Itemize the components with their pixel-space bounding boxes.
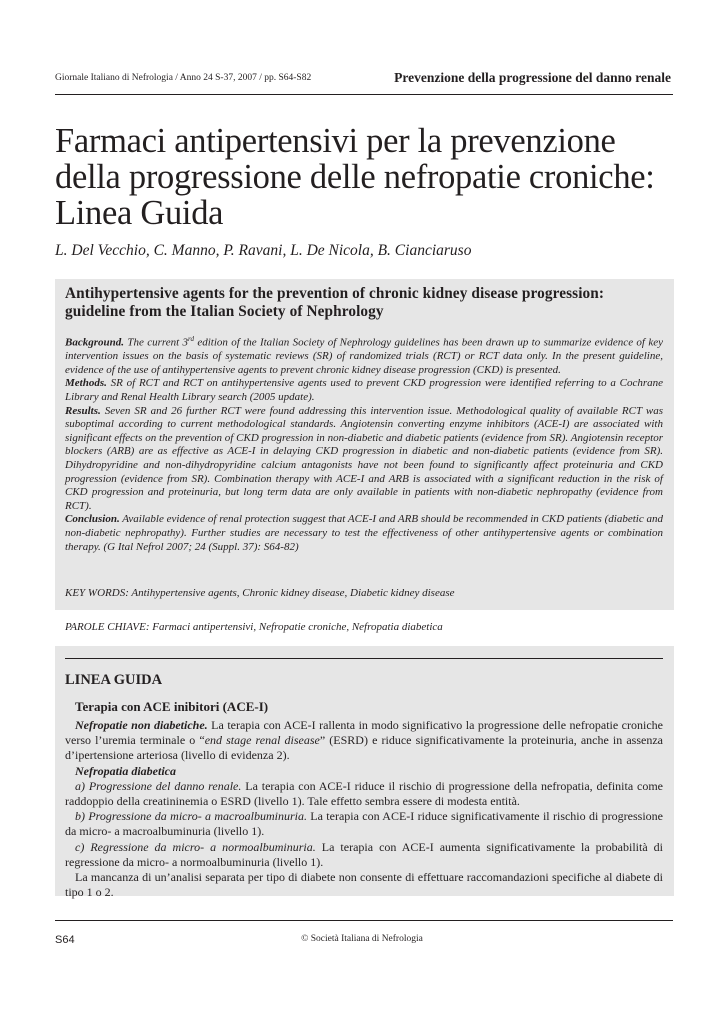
guideline-subheading: Terapia con ACE inibitori (ACE-I) (75, 699, 269, 714)
english-title-line-2: guideline from the Italian Society of Nephrology (65, 303, 384, 320)
page-number: S64 (55, 934, 75, 946)
section-title: Prevenzione della progressione del danno renale (394, 70, 671, 85)
journal-citation: Giornale Italiano di Nefrologia / Anno 24 S-37, 2007 / pp. S64-S82 (55, 73, 312, 83)
header-rule (55, 94, 673, 95)
footer-rule (55, 920, 673, 921)
item-c-text: La terapia con ACE-I aumenta significativamente la probabilità di regressione da micro- a normoalbuminuria (livello 1). (65, 839, 664, 869)
item-a-text: La terapia con ACE-I riduce il rischio di progressione della nefropatia, definita come raddoppio della creatininemia o ESRD (livello 1). Tale effetto sembra essere di modesta entità. (65, 778, 663, 809)
guide-paragraph-2 (65, 764, 663, 779)
article-title (55, 123, 695, 231)
guideline-heading: LINEA GUIDA (65, 672, 163, 688)
english-title (65, 285, 670, 321)
item-c-label: c) Regressione da micro- a normoalbuminuria. (75, 839, 316, 854)
abstract-methods (65, 377, 663, 404)
conclusion-text: Available evidence of renal protection suggest that ACE-I and ARB should be recommended in CKD patients (diabetic and non-diabetic nephropathy). Further studies are necessary to test the effectiveness of other antihypertensive agents or combination therapy. (G Ital Nefrol 2007; 24 (Suppl. 37): S64-82) (65, 513, 663, 553)
methods-label: Methods. (65, 377, 107, 390)
guide-item-c (65, 840, 663, 870)
p2-label: Nefropatia diabetica (75, 763, 176, 778)
methods-text: SR of RCT and RCT on antihypertensive agents used to prevent CKD progression were identified referring to a Cochrane Library and Renal Health Library search (2005 update). (65, 377, 663, 404)
guideline-text (65, 718, 663, 900)
background-pre: The current 3 (124, 336, 189, 349)
title-line-3: Linea Guida (55, 194, 224, 232)
abstract-background (65, 333, 663, 377)
item-b-text: La terapia con ACE-I riduce significativamente il rischio di progressione da micro- a macroalbuminuria (livello 1). (65, 809, 663, 839)
title-line-1: Farmaci antipertensivi per la prevenzione (55, 122, 616, 160)
p1-text-a: La terapia con ACE-I rallenta in modo significativo la progressione delle nefropatie croniche verso l’uremia terminale o “ (65, 718, 663, 748)
guide-last-paragraph: La mancanza di un’analisi separata per tipo di diabete non consente di effettuare raccomandazioni specifiche al diabete di tipo 1 o 2. (65, 870, 663, 900)
guideline-rule (65, 658, 663, 659)
keywords: KEY WORDS: Antihypertensive agents, Chronic kidney disease, Diabetic kidney disease (65, 587, 455, 599)
abstract-results (65, 405, 663, 514)
p1-text-b: ” (ESRD) e riduce significativamente la proteinuria, anche in assenza d’ipertensione arteriosa (livello di evidenza 2). (65, 733, 663, 763)
parole-chiave: PAROLE CHIAVE: Farmaci antipertensivi, Nefropatie croniche, Nefropatia diabetica (65, 621, 443, 633)
background-sup: rd (188, 335, 194, 343)
background-text: edition of the Italian Society of Nephrology guidelines has been drawn up to summarize evidence of key intervention issues on the basis of systematic reviews (SR) of randomized trials (RCT) or RCT data only. In the present guideline, evidence of the use of antihypertensive agents to prevent chronic kidney disease progression (CKD) is presented. (65, 336, 663, 376)
item-a-label: a) Progressione del danno renale. (75, 778, 242, 793)
abstract-conclusion (65, 513, 663, 554)
results-text: Seven SR and 26 further RCT were found addressing this intervention issue. Methodological quality of available RCT was suboptimal according to current methodological standards. Angiotensin converting enzyme inhibitors (ACE-I) are associated with significant effects on the prevention of CKD progression in non-diabetic and diabetic patients (evidence from SR). Angiotensin receptor blockers (ARB) are as effective as ACE-I in delaying CKD progression in diabetic and non-diabetic patients (evidence from SR). Dihydropyridine and non-dihydropyridine calcium antagonists have not been found to significantly affect proteinuria and CKD progression (evidence from SR). Combination therapy with ACE-I and ARB is associated with a significant reduction in the risk of CKD progression and proteinuria, but long term data are only available in patients with non-diabetic nephropathy (evidence from RCT). (65, 404, 663, 512)
p1-label: Nefropatie non diabetiche. (75, 718, 208, 732)
footer-copyright: © Società Italiana di Nefrologia (301, 934, 423, 944)
results-label: Results. (65, 404, 101, 417)
abstract-text (65, 333, 663, 554)
guide-item-a (65, 779, 663, 809)
guide-paragraph-1 (65, 718, 663, 764)
guide-item-b (65, 809, 663, 839)
english-title-line-1: Antihypertensive agents for the prevention of chronic kidney disease progression: (65, 285, 605, 302)
authors: L. Del Vecchio, C. Manno, P. Ravani, L. De Nicola, B. Cianciaruso (55, 242, 472, 259)
conclusion-label: Conclusion. (65, 513, 120, 526)
p1-italic: end stage renal disease (204, 733, 320, 748)
item-b-label: b) Progressione da micro- a macroalbuminuria. (75, 809, 307, 824)
title-line-2: della progressione delle nefropatie croniche: (55, 158, 655, 196)
background-label: Background. (65, 336, 124, 349)
